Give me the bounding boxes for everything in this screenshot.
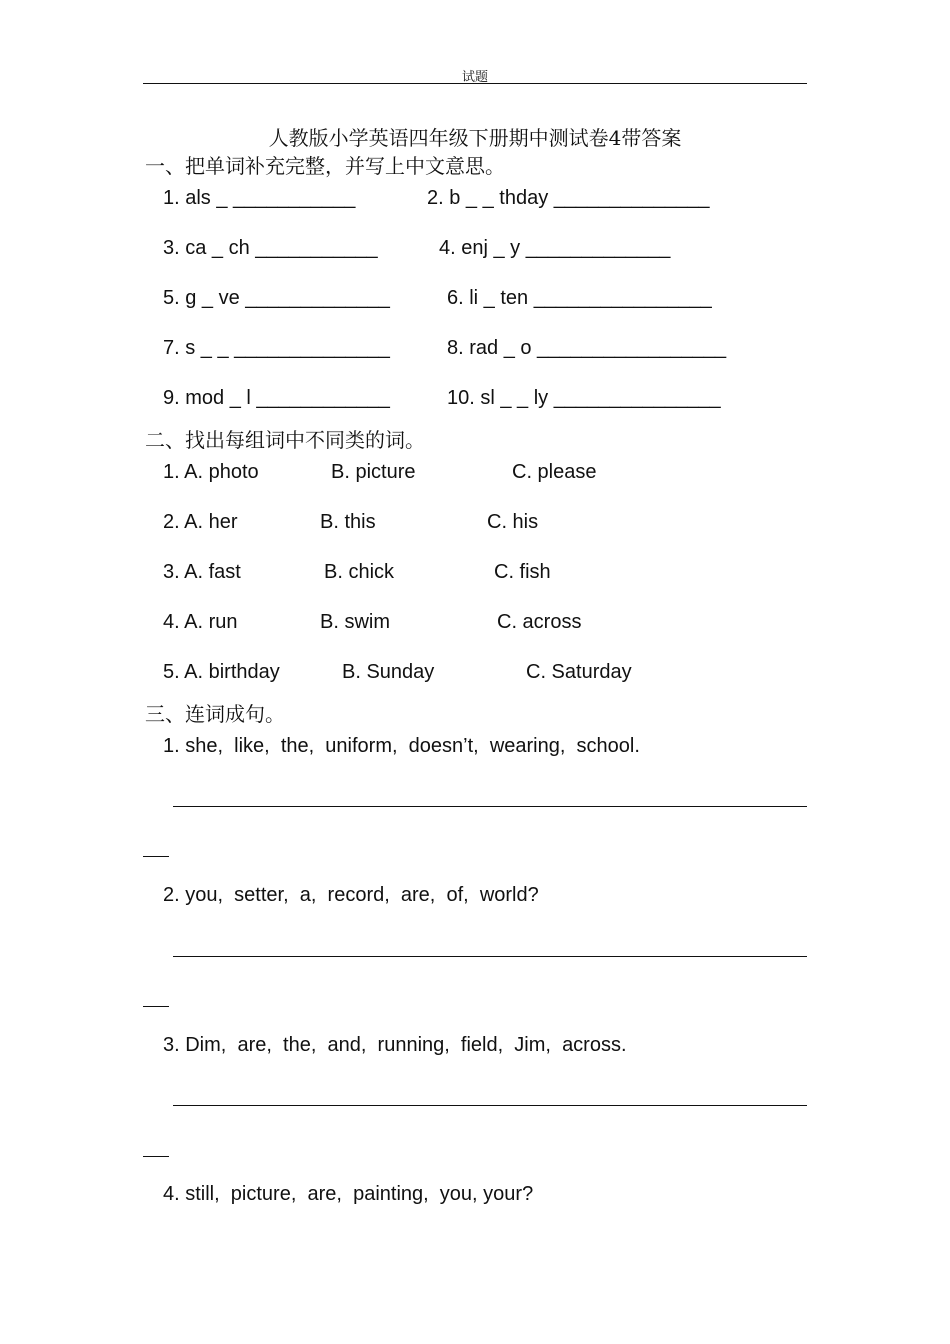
fill-item: 4. enj _ y _____________ xyxy=(439,237,671,259)
choice-option: C. his xyxy=(487,511,539,533)
choice-option: B. Sunday xyxy=(342,661,435,683)
fill-item: 1. als _ ___________ xyxy=(163,187,356,209)
fill-item: 8. rad _ o _________________ xyxy=(447,337,727,359)
answer-line-stub xyxy=(143,1006,169,1007)
choice-option: B. chick xyxy=(324,561,395,583)
fill-item: 7. s _ _ ______________ xyxy=(163,337,390,359)
section3-heading: 三、连词成句。 xyxy=(145,702,285,726)
fill-item: 2. b _ _ thday ______________ xyxy=(427,187,710,209)
choice-option: B. picture xyxy=(331,461,416,483)
fill-item: 6. li _ ten ________________ xyxy=(447,287,712,309)
section2-heading: 二、找出每组词中不同类的词。 xyxy=(145,428,425,452)
fill-item: 5. g _ ve _____________ xyxy=(163,287,390,309)
answer-line xyxy=(173,1105,807,1106)
answer-line-stub xyxy=(143,856,169,857)
choice-option: 1. A. photo xyxy=(163,461,259,483)
sentence-prompt: 4. still, picture, are, painting, you, your? xyxy=(163,1183,534,1205)
page-title: 人教版小学英语四年级下册期中测试卷4带答案 xyxy=(268,126,682,150)
fill-item: 10. sl _ _ ly _______________ xyxy=(447,387,721,409)
choice-option: B. this xyxy=(320,511,376,533)
choice-option: 2. A. her xyxy=(163,511,238,533)
choice-option: C. across xyxy=(497,611,582,633)
sentence-prompt: 1. she, like, the, uniform, doesn’t, wearing, school. xyxy=(163,735,640,757)
answer-line xyxy=(173,806,807,807)
choice-option: C. please xyxy=(512,461,597,483)
answer-line xyxy=(173,956,807,957)
fill-item: 3. ca _ ch ___________ xyxy=(163,237,378,259)
page-header: 试题 xyxy=(461,69,488,84)
choice-option: B. swim xyxy=(320,611,390,633)
answer-line-stub xyxy=(143,1156,169,1157)
choice-option: C. fish xyxy=(494,561,551,583)
choice-option: 4. A. run xyxy=(163,611,238,633)
sentence-prompt: 3. Dim, are, the, and, running, field, Jim, across. xyxy=(163,1034,627,1056)
section1-heading: 一、把单词补充完整，并写上中文意思。 xyxy=(145,154,505,178)
sentence-prompt: 2. you, setter, a, record, are, of, world? xyxy=(163,884,539,906)
choice-option: 3. A. fast xyxy=(163,561,241,583)
fill-item: 9. mod _ l ____________ xyxy=(163,387,390,409)
choice-option: C. Saturday xyxy=(526,661,632,683)
choice-option: 5. A. birthday xyxy=(163,661,280,683)
header-rule xyxy=(143,83,807,84)
